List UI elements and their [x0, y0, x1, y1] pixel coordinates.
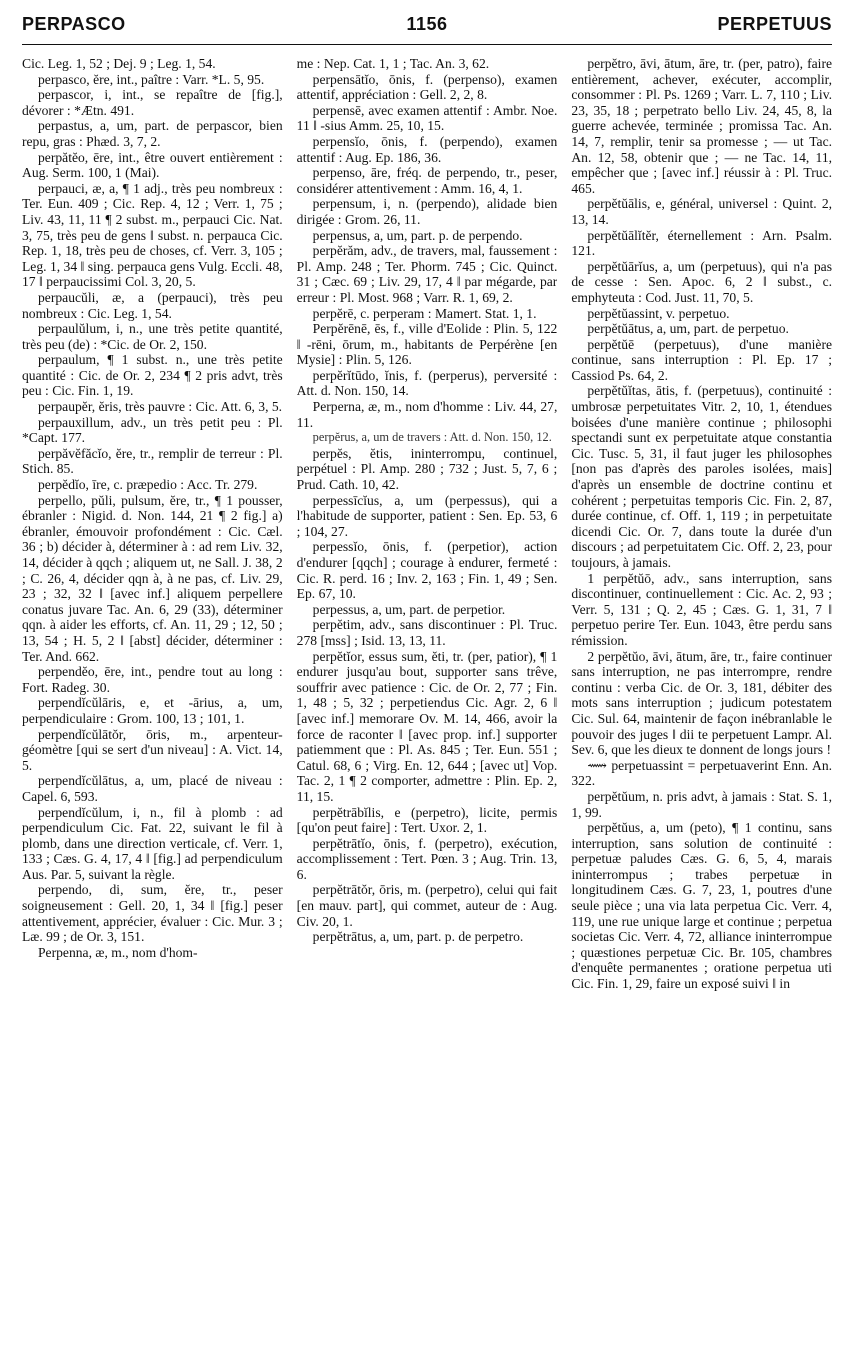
dictionary-entry: perpauxillum, adv., un très petit peu : Pl. *Capt. 177.	[22, 414, 283, 446]
dictionary-columns	[22, 56, 832, 1346]
running-header	[22, 14, 832, 40]
dictionary-entry: perpasco, ĕre, int., paître : Varr. *L. 5, 95.	[38, 71, 265, 87]
dictionary-entry: perpendo, di, sum, ĕre, tr., peser soigneusement : Gell. 20, 1, 34 ‖ [fig.] peser attentivement, apprécier, évaluer : Cic. Mur. 3 ; Læ. 99 ; de Or. 3, 151.	[22, 882, 283, 945]
dictionary-entry: perpessus, a, um, part. de perpetior.	[312, 601, 506, 617]
column-right	[571, 56, 832, 1346]
dictionary-entry: perpĕtrātŏr, ōris, m. (perpetro), celui qui fait [en mauv. part], qui commet, auteur de : Aug. Civ. 20, 1.	[296, 882, 558, 929]
dictionary-entry: perpaucŭli, æ, a (perpauci), très peu nombreux : Cic. Leg. 1, 54.	[22, 289, 283, 321]
dictionary-entry: perpĕtŭassint, v. perpetuo.	[587, 305, 730, 321]
dictionary-entry: perpauci, æ, a, ¶ 1 adj., très peu nombreux : Ter. Eun. 409 ; Cic. Rep. 4, 12 ; Verr. 1, 75 ; Liv. 43, 11, 11 ¶ 2 subst. m., perpauci Cic. Nat. 3, 75, très peu de gens ‖ subst. n. perpauca Cic. Rep. 1, 18, très peu de choses, cf. Verr. 3, 105 ; Leg. 1, 34 ‖ sing. perpauca gens Vulg. Eccli. 48, 17 ‖ perpaucissimi Col. 3, 20, 5.	[22, 180, 283, 290]
dictionary-entry: perpensē, avec examen attentif : Ambr. Noe. 11 ‖ -sius Amm. 25, 10, 15.	[296, 102, 558, 134]
dictionary-entry: perpăvĕfăcĭo, ĕre, tr., remplir de terreur : Pl. Stich. 85.	[22, 445, 283, 477]
dictionary-entry: perpĕs, ĕtis, ininterrompu, continuel, perpétuel : Pl. Amp. 280 ; 732 ; Just. 5, 7, 6 ; Prud. Cath. 10, 42.	[296, 445, 558, 493]
dictionary-entry: perpĕtŭĭtas, ātis, f. (perpetuus), continuité : umbrosæ perpetuitates Vitr. 2, 10, 1, étendues boisées d'une manière continue ; philosophi spectandi sunt ex perpetuitate atque constantia Cic. Tusc. 5, 31, il faut juger les philosophes [non pas d'après des paroles isolées, mais] d'après un ensemble de doctrine continu et cohérent ; perpetuitas temporis Cic. Fin. 2, 87, durée continue, cf. Off. 1, 119 ; in perpetuitate dicendi Cic. Or. 7, dans toute la durée d'un discours ; ad perpetuitatem Cic. Off. 2, 23, pour toujours, à jamais.	[571, 383, 833, 570]
dictionary-entry: perpĕrē, c. perperam : Mamert. Stat. 1, 1.	[312, 305, 537, 321]
dictionary-entry: perpendĭcŭlum, i, n., fil à plomb : ad perpendiculum Cic. Fat. 22, suivant le fil à plomb, dans une direction verticale, cf. Verr. 1, 133 ; Cæs. G. 4, 17, 4 ‖ [fig.] ad perpendiculum Aus. Par. 5, suivant la règle.	[22, 804, 283, 882]
dictionary-entry: Cic. Leg. 1, 52 ; Dej. 9 ; Leg. 1, 54.	[22, 56, 216, 71]
dictionary-entry: perpendĕo, ēre, int., pendre tout au long : Fort. Radeg. 30.	[22, 664, 283, 695]
dictionary-entry: perpaulum, ¶ 1 subst. n., une très petite quantité : Cic. de Or. 2, 234 ¶ 2 pris advt, très peu : Cic. Fin. 1, 19.	[22, 352, 283, 399]
dictionary-entry: perpĕtŭālis, e, général, universel : Quint. 2, 13, 14.	[571, 196, 833, 227]
dictionary-entry: Perpenna, æ, m., nom d'hom-	[38, 944, 198, 960]
dictionary-entry: 1 perpĕtŭō, adv., sans interruption, sans discontinuer, continuellement : Cic. Ac. 2, 93 ; Verr. 5, 131 ; Q. 2, 45 ; Cæs. G. 1, 31, 7 ‖ perpetuo perire Ter. Eun. 1043, être perdu sans rémission.	[571, 570, 833, 648]
dictionary-entry: perpastus, a, um, part. de perpascor, bien repu, gras : Phæd. 3, 7, 2.	[22, 118, 283, 149]
dictionary-entry: perpensātĭo, ōnis, f. (perpenso), examen attentif, appréciation : Gell. 2, 2, 8.	[296, 71, 558, 103]
page-number: 1156	[406, 14, 448, 34]
dictionary-entry: perpello, pŭli, pulsum, ĕre, tr., ¶ 1 pousser, ébranler : Nigid. d. Non. 144, 21 ¶ 2 fig.] a) ébranler, émouvoir profondément : Cic. Cæl. 36 ; b) décider à, déterminer à : ad rem Liv. 32, 14, décider à qqch ; aliquem ut, ne Sall. J. 38, 2 ; C. 26, 4, décider qqn à, à ne pas, cf. Liv. 29, 23 ; 32, 32 ‖ [avec inf.] aliquem perpellere conatus juvare Tac. An. 6, 29 (33), déterminer qqn. à aider les efforts, cf. An. 11, 29 ; 12, 50 ; 13, 54 ; H. 5, 2 ‖ [abst] décider, déterminer : Ter. And. 662.	[22, 492, 283, 664]
dictionary-entry: perpĕtrātĭo, ōnis, f. (perpetro), exécution, accomplissement : Tert. Pœn. 3 ; Aug. Trin. 13, 6.	[296, 835, 558, 882]
dictionary-entry: perpĕtŭātus, a, um, part. de perpetuo.	[587, 321, 789, 337]
dictionary-entry: perpĕtŭē (perpetuus), d'une manière continue, sans interruption : Pl. Ep. 17 ; Cassiod Ps. 64, 2.	[571, 336, 833, 383]
dictionary-entry: ⟿ perpetuassint = perpetuaverint Enn. An. 322.	[571, 757, 833, 789]
dictionary-entry: perpensĭo, ōnis, f. (perpendo), examen attentif : Aug. Ep. 186, 36.	[296, 133, 558, 165]
right-running-headword: PERPETUUS	[717, 14, 832, 34]
dictionary-entry: Perperna, æ, m., nom d'homme : Liv. 44, 27, 11.	[296, 399, 558, 430]
dictionary-entry: perpĕtim, adv., sans discontinuer : Pl. Truc. 278 [mss] ; Isid. 13, 13, 11.	[296, 617, 558, 648]
column-middle	[297, 56, 558, 1346]
dictionary-entry: perpĕrăm, adv., de travers, mal, faussement : Pl. Amp. 248 ; Ter. Phorm. 745 ; Cic. Quinct. 31 ; Cæc. 69 ; Liv. 29, 17, 4 ‖ par mégarde, par erreur : Pl. Most. 968 ; Varr. R. 1, 69, 2.	[296, 243, 558, 305]
header-rule	[22, 44, 832, 45]
dictionary-entry: perpĕrĭtūdo, ĭnis, f. (perperus), perversité : Att. d. Non. 150, 14.	[296, 367, 558, 399]
dictionary-entry: perpendĭcŭlāris, e, et -ārius, a, um, perpendiculaire : Grom. 100, 13 ; 101, 1.	[22, 695, 283, 726]
dictionary-entry: perpaupĕr, ĕris, très pauvre : Cic. Att. 6, 3, 5.	[38, 399, 283, 415]
dictionary-entry: Perpĕrēnē, ēs, f., ville d'Eolide : Plin. 5, 122 ‖ -rēni, ōrum, m., habitants de Perpérène [en Mysie] : Plin. 5, 126.	[296, 321, 558, 368]
dictionary-entry: perpĕtrātus, a, um, part. p. de perpetro.	[312, 929, 524, 945]
dictionary-entry: perpessīcĭus, a, um (perpessus), qui a l'habitude de supporter, patient : Sen. Ep. 53, 6 ; 104, 27.	[296, 492, 558, 539]
dictionary-entry: perpĕtŭārĭus, a, um (perpetuus), qui n'a pas de cesse : Sen. Apoc. 6, 2 ‖ subst., c. emphyteuta : Cod. Just. 11, 70, 5.	[571, 258, 833, 305]
dictionary-entry: perpendĭcŭlātus, a, um, placé de niveau : Capel. 6, 593.	[22, 773, 283, 804]
dictionary-entry: perpaulŭlum, i, n., une très petite quantité, très peu (de) : *Cic. de Or. 2, 150.	[22, 321, 283, 352]
dictionary-entry: perpensum, i, n. (perpendo), alidade bien dirigée : Grom. 26, 11.	[296, 196, 558, 227]
dictionary-entry: perpĕtrābĭlis, e (perpetro), licite, permis [qu'on peut faire] : Tert. Uxor. 2, 1.	[296, 804, 558, 836]
column-left	[22, 56, 283, 1346]
dictionary-entry: perpessĭo, ōnis, f. (perpetior), action d'endurer [qqch] ; courage à endurer, fermeté : Cic. R. perd. 16 ; Inv. 2, 163 ; Fin. 1, 49 ; Sen. Ep. 67, 10.	[296, 539, 558, 602]
dictionary-entry: me : Nep. Cat. 1, 1 ; Tac. An. 3, 62.	[296, 56, 490, 71]
dictionary-entry: perpĕtro, āvi, ātum, āre, tr. (per, patro), faire entièrement, achever, exécuter, accomplir, consommer : Pl. Ps. 1269 ; Varr. L. 7, 110 ; Liv. 23, 35, 18 ; perpetrato bello Liv. 24, 45, 8, la guerre achevée, terminée ; promissa Tac. An. 14, 7, remplir, tenir sa promesse ; — ut Tac. An. 12, 58, obtenir que ; — ne Tac. 14, 11, empêcher que ; [avec inf.] réussir à : Pl. Truc. 465.	[571, 56, 833, 196]
dictionary-entry: 2 perpĕtŭo, āvi, ātum, āre, tr., faire continuer sans interruption, ne pas interrompre, rendre continu : verba Cic. de Or. 3, 181, débiter des mots sans interruption ; judicum potestatem Cic. Sul. 64, maintenir de façon inébranlable le pouvoir des juges ‖ dii te perpetuent Lampr. Al. Sev. 6, que les dieux te donnent de longs jours !	[571, 648, 833, 758]
dictionary-entry: perpascor, i, int., se repaître de [fig.], dévorer : *Ætn. 491.	[22, 87, 283, 118]
dictionary-entry: perpĕtŭus, a, um (peto), ¶ 1 continu, sans interruption, sans solution de continuité : perpetuæ paludes Cæs. G. 6, 5, 4, marais ininterrompus ; trabes perpetuæ in longitudinem Cæs. G. 7, 23, 1, poutres d'une seule pièce ; una via lata perpetua Cic. Verr. 4, 119, une rue unique large et continue ; perpetua societas Cic. Verr. 4, 72, alliance ininterrompue ; quæstiones perpetuæ Cic. Br. 105, chambres d'enquête permanentes ; oratione perpetua uti Cic. Fin. 1, 29, faire un exposé suivi ‖ in	[571, 820, 833, 992]
dictionary-entry: perpătĕo, ēre, int., être ouvert entièrement : Aug. Serm. 100, 1 (Mai).	[22, 149, 283, 181]
dictionary-entry: perpĕtŭālĭtĕr, éternellement : Arn. Psalm. 121.	[571, 227, 833, 259]
dictionary-entry: perpĕrus, a, um de travers : Att. d. Non. 150, 12.	[312, 430, 552, 445]
dictionary-entry: perpĕtĭor, essus sum, ĕti, tr. (per, patior), ¶ 1 endurer jusqu'au bout, supporter sans trêve, souffrir avec patience : Cic. de Or. 2, 77 ; Fin. 1, 48 ; 5, 32 ; perpetiendus Cic. Agr. 2, 6 ‖ [avec inf.] memorare Ov. M. 14, 466, avoir la force de raconter ‖ [avec prop. inf.] supporter patiemment que : Pl. As. 845 ; Ter. Eun. 551 ; Catul. 68, 6 ; Virg. En. 12, 644 ; [avec ut] Vop. Tac. 2, 1 ¶ 2 comporter, admettre : Plin. Ep. 2, 11, 15.	[296, 648, 558, 804]
dictionary-entry: perpendĭcŭlātŏr, ōris, m., arpenteur-géomètre [qui se sert d'un niveau] : A. Vict. 14, 5.	[22, 726, 283, 773]
dictionary-entry: perpĕtŭum, n. pris advt, à jamais : Stat. S. 1, 1, 99.	[571, 788, 833, 820]
dictionary-entry: perpensus, a, um, part. p. de perpendo.	[312, 227, 523, 243]
left-running-headword: PERPASCO	[22, 14, 126, 34]
dictionary-entry: perpenso, āre, fréq. de perpendo, tr., peser, considérer attentivement : Amm. 16, 4, 1.	[296, 165, 558, 196]
dictionary-entry: perpĕdĭo, īre, c. præpedio : Acc. Tr. 279.	[38, 477, 258, 493]
